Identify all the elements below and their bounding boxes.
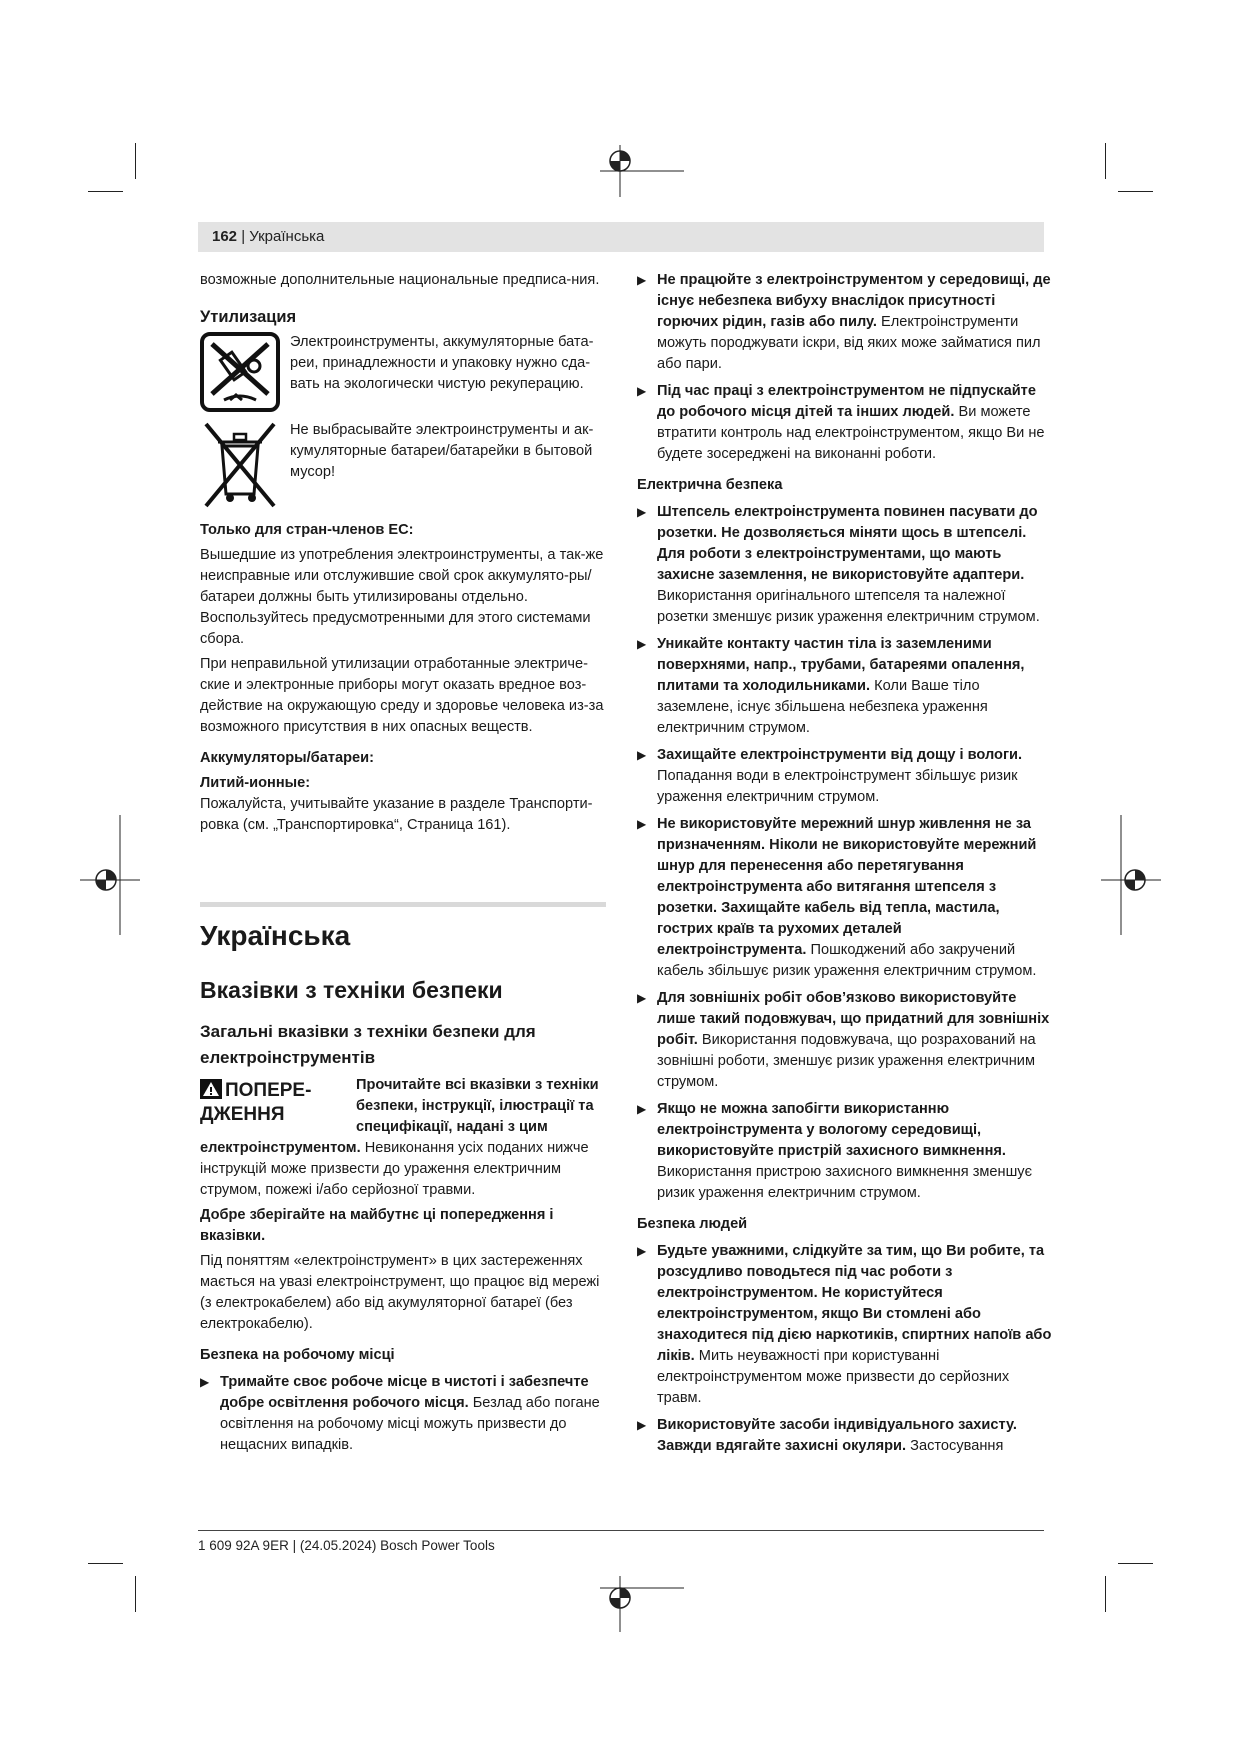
batteries-title: Аккумуляторы/батареи: <box>200 750 374 766</box>
header-language: Українська <box>249 228 325 245</box>
safety-heading: Вказівки з техніки безпеки <box>200 977 503 1003</box>
bullet-text: Коли Ваше тіло заземлене, існує збільшена небезпека ураження електричним струмом. <box>657 678 988 736</box>
warning-label-text: ПОПЕРЕ-ДЖЕННЯ <box>200 1080 312 1125</box>
footer-rule <box>198 1530 1044 1531</box>
bullet-bold: Використовуйте засоби індивідуального захисту. Завжди вдягайте захисні окуляри. <box>657 1417 1017 1454</box>
bullet-text: Використання подовжувача, що розрахований на зовнішні роботи, зменшує ризик ураження електричним струмом. <box>657 1032 1036 1090</box>
page-number: 162 <box>212 228 238 245</box>
bullet-bold: Захищайте електроінструменти від дощу і вологи. <box>657 747 1023 763</box>
bullet-text: Мить неуважності при користуванні електроінструментом може призвести до серйозних травм. <box>657 1348 1010 1406</box>
people-title: Безпека людей <box>637 1216 748 1232</box>
left-column <box>200 270 606 1456</box>
warning-text: Невиконання усіх поданих нижче інструкцій може призвести до ураження електричним струмом, пожежі і/або серйозної травми. <box>200 1140 589 1198</box>
bullet-grounded <box>637 634 1055 739</box>
bullet-attention <box>637 1241 1055 1409</box>
crop-mark-top-left-v <box>135 143 136 179</box>
bullet-arrow-icon: ▶ <box>637 748 647 762</box>
eu-title: Только для стран-членов ЕС: <box>200 522 414 538</box>
section-divider <box>200 902 606 907</box>
bullet-text: Пошкоджений або закручений кабель збільшує ризик ураження електричним струмом. <box>657 942 1037 979</box>
workplace-bullet-text: Безлад або погане освітлення на робочому місці можуть призвести до нещасних випадків. <box>220 1395 600 1453</box>
bullet-text: Ви можете втратити контроль над електроінструментом, якщо Ви не будете зосереджені на виконанні роботи. <box>657 404 1045 462</box>
crop-mark-bottom-left-h <box>88 1563 123 1564</box>
recycling-text: Электроинструменты, аккумуляторные бата-реи, принадлежности и упаковку нужно сда-вать на экологически чистую рекуперацию. <box>290 334 594 392</box>
eu-text-1: Вышедшие из употребления электроинструменты, а так-же неисправные или отслужившие свой срок аккумулято-ры/батареи должны быть утилизированы отдельно. Воспользуйтесь предусмотренными для этого системами сбора. <box>200 547 604 647</box>
warning-label <box>200 1079 350 1127</box>
bullet-plug <box>637 502 1055 628</box>
registration-mark-top <box>600 145 684 229</box>
registration-mark-bottom <box>600 1576 684 1660</box>
bullet-arrow-icon: ▶ <box>637 1244 647 1258</box>
bullet-arrow-icon: ▶ <box>637 991 647 1005</box>
eu-text-2: При неправильной утилизации отработанные электриче-ские и электронные приборы могут оказать вредное воз-действие на окружающую среду и здоровье человека из-за возможного присутствия в них опасных веществ. <box>200 656 604 735</box>
bullet-bold: Не використовуйте мережний шнур живлення не за призначенням. Ніколи не використовуйте мережний шнур для перенесення або перетягування електроінструмента або витягання штепселя з розетки. Захищайте кабель від тепла, мастила, гострих країв та рухомих деталей електроінструмента. <box>657 816 1037 958</box>
header-text: 162 | Українська <box>212 228 325 245</box>
bullet-text: Використання пристрою захисного вимкнення зменшує ризик ураження електричним струмом. <box>657 1164 1033 1201</box>
crossed-bin-icon <box>200 420 280 510</box>
bullet-arrow-icon: ▶ <box>637 817 647 831</box>
crop-mark-bottom-right-h <box>1118 1563 1153 1564</box>
term-definition: Під поняттям «електроінструмент» в цих застереженнях мається на увазі електроінструмент, що працює від мережі (з електрокабелем) або від акумуляторної батареї (без електрокабелю). <box>200 1253 600 1332</box>
bullet-arrow-icon: ▶ <box>637 1418 647 1432</box>
waste-bin-text: Не выбрасывайте электроинструменты и ак-кумуляторные батареи/батарейки в бытовой мусор! <box>290 422 594 480</box>
bullet-arrow-icon: ▶ <box>200 1375 210 1389</box>
bullet-text: Попадання води в електроінструмент збільшує ризик ураження електричним струмом. <box>657 768 1018 805</box>
bullet-ppe <box>637 1415 1055 1457</box>
right-column <box>637 270 1055 1457</box>
bullet-bold: Штепсель електроінструмента повинен пасувати до розетки. Не дозволяється міняти щось в штепселі. Для роботи з електроінструментами, що мають захисне заземлення, не використовуйте адаптери. <box>657 504 1038 583</box>
bullet-bold: Уникайте контакту частин тіла із заземленими поверхнями, напр., трубами, батареями опалення, плитами та холодильниками. <box>657 636 1025 694</box>
language-heading: Українська <box>200 920 351 951</box>
crop-mark-bottom-left-v <box>135 1576 136 1612</box>
bullet-bold: Не працюйте з електроінструментом у середовищі, де існує небезпека вибуху внаслідок присутності горючих рідин, газів або пилу. <box>657 272 1051 330</box>
waste-bin-row <box>200 420 606 510</box>
registration-mark-right <box>1101 815 1161 935</box>
general-safety-heading: Загальні вказівки з техніки безпеки для електроінструментів <box>200 1022 536 1067</box>
bullet-cord <box>637 814 1055 982</box>
crop-mark-top-right-v <box>1105 143 1106 179</box>
bullet-rain <box>637 745 1055 808</box>
registration-mark-left <box>80 815 140 935</box>
intro-text: возможные дополнительные национальные предписа-ния. <box>200 272 600 288</box>
bullet-bold: Будьте уважними, слідкуйте за тим, що Ви робите, та розсудливо поводьтеся під час роботи з електроінструментом. Не користуйтеся електроінструментом, якщо Ви стомлені або знаходитеся під дією наркотиків, спиртних напоїв або ліків. <box>657 1243 1052 1364</box>
workplace-bullet-bold: Тримайте своє робоче місце в чистоті і забезпечте добре освітлення робочого місця. <box>220 1374 589 1411</box>
footer-text: 1 609 92A 9ER | (24.05.2024) Bosch Power Tools <box>198 1538 495 1553</box>
bullet-text: Електроінструменти можуть породжувати іскри, від яких може займатися пил або пари. <box>657 314 1041 372</box>
bullet-text: Застосування <box>910 1438 1004 1454</box>
bullet-bold: Під час праці з електроінструментом не підпускайте до робочого місця дітей та інших людей. <box>657 383 1036 420</box>
electric-title: Електрична безпека <box>637 477 783 493</box>
bullet-bold: Якщо не можна запобігти використанню електроінструмента у вологому середовищі, використовуйте пристрій захисного вимкнення. <box>657 1101 1006 1159</box>
keep-instructions: Добре зберігайте на майбутнє ці попередження і вказівки. <box>200 1207 554 1244</box>
workplace-bullet <box>200 1372 606 1456</box>
crop-mark-top-right-h <box>1118 191 1153 192</box>
bullet-arrow-icon: ▶ <box>637 1102 647 1116</box>
li-ion-title: Литий-ионные: <box>200 775 311 791</box>
bullet-explosion <box>637 270 1055 375</box>
disposal-title: Утилизация <box>200 308 297 326</box>
recycling-icon <box>200 332 280 412</box>
warning-icon <box>200 1079 222 1099</box>
warning-bold: Прочитайте всі вказівки з техніки безпеки, інструкції, ілюстрації та специфікації, надані з цим електроінструментом. <box>200 1077 599 1156</box>
crop-mark-top-left-h <box>88 191 123 192</box>
workplace-title: Безпека на робочому місці <box>200 1347 395 1363</box>
bullet-text: Використання оригінального штепселя та належної розетки зменшує ризик ураження електричним струмом. <box>657 588 1040 625</box>
bullet-children <box>637 381 1055 465</box>
li-ion-text: Пожалуйста, учитывайте указание в разделе Транспорти-ровка (см. „Транспортировка“, Страница 161). <box>200 796 593 833</box>
warning-block <box>200 1075 606 1201</box>
recycling-row <box>200 332 606 412</box>
bullet-arrow-icon: ▶ <box>637 505 647 519</box>
bullet-rcd <box>637 1099 1055 1204</box>
bullet-arrow-icon: ▶ <box>637 637 647 651</box>
bullet-outdoor <box>637 988 1055 1093</box>
crop-mark-bottom-right-v <box>1105 1576 1106 1612</box>
bullet-arrow-icon: ▶ <box>637 273 647 287</box>
bullet-arrow-icon: ▶ <box>637 384 647 398</box>
bullet-bold: Для зовнішніх робіт обов’язково використовуйте лише такий подовжувач, що придатний для зовнішніх робіт. <box>657 990 1050 1048</box>
page-header <box>198 222 1044 252</box>
